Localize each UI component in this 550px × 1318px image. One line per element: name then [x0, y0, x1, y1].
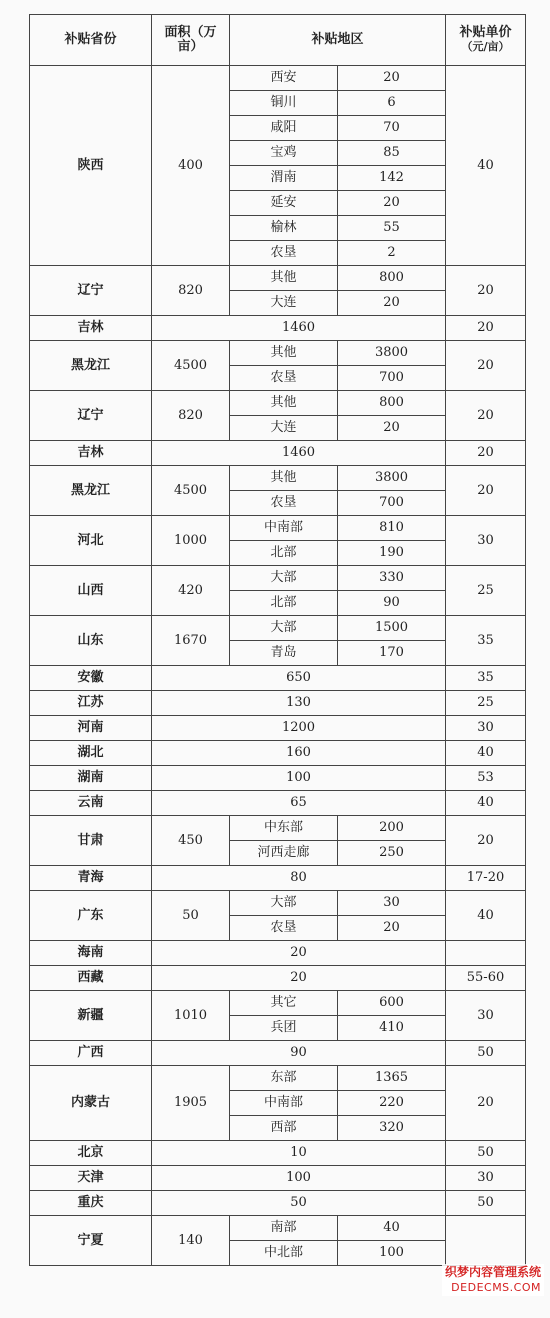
province-total: 10	[152, 1141, 446, 1166]
province-total: 650	[152, 666, 446, 691]
table-body	[30, 66, 526, 1266]
region-value: 142	[338, 166, 446, 191]
province-total: 1460	[152, 441, 446, 466]
unit-price: 40	[446, 891, 526, 941]
unit-price: 40	[446, 66, 526, 266]
region-value: 2	[338, 241, 446, 266]
region-name: 大连	[230, 291, 338, 316]
header-unit-line1: 补贴单价	[459, 25, 512, 40]
region-value: 410	[338, 1016, 446, 1041]
province-name: 广东	[30, 891, 152, 941]
unit-price: 35	[446, 666, 526, 691]
table-row	[30, 691, 526, 716]
unit-price: 20	[446, 1066, 526, 1141]
region-value: 330	[338, 566, 446, 591]
region-value: 800	[338, 266, 446, 291]
province-name: 湖南	[30, 766, 152, 791]
province-area: 400	[152, 66, 230, 266]
province-name: 辽宁	[30, 391, 152, 441]
province-name: 黑龙江	[30, 466, 152, 516]
region-name: 东部	[230, 1066, 338, 1091]
region-value: 20	[338, 916, 446, 941]
region-value: 600	[338, 991, 446, 1016]
region-name: 大部	[230, 566, 338, 591]
watermark-cn: 织梦内容管理系统	[444, 1265, 541, 1279]
unit-price: 20	[446, 391, 526, 441]
table-row	[30, 1041, 526, 1066]
province-name: 河南	[30, 716, 152, 741]
table-row	[30, 441, 526, 466]
region-name: 中东部	[230, 816, 338, 841]
header-region: 补贴地区	[230, 15, 446, 66]
region-name: 其他	[230, 266, 338, 291]
province-total: 100	[152, 1166, 446, 1191]
table-row	[30, 1166, 526, 1191]
province-name: 青海	[30, 866, 152, 891]
region-value: 20	[338, 66, 446, 91]
province-total: 20	[152, 941, 446, 966]
region-value: 3800	[338, 341, 446, 366]
province-name: 陕西	[30, 66, 152, 266]
region-name: 中北部	[230, 1241, 338, 1266]
province-total: 100	[152, 766, 446, 791]
header-area	[152, 15, 230, 66]
unit-price: 40	[446, 791, 526, 816]
region-name: 西部	[230, 1116, 338, 1141]
table-row	[30, 566, 526, 591]
region-name: 农垦	[230, 366, 338, 391]
table-row	[30, 766, 526, 791]
province-name: 云南	[30, 791, 152, 816]
unit-price: 50	[446, 1041, 526, 1066]
unit-price: 50	[446, 1141, 526, 1166]
table-row	[30, 991, 526, 1016]
province-name: 内蒙古	[30, 1066, 152, 1141]
region-name: 其他	[230, 466, 338, 491]
region-value: 700	[338, 491, 446, 516]
region-value: 170	[338, 641, 446, 666]
province-name: 广西	[30, 1041, 152, 1066]
unit-price: 40	[446, 741, 526, 766]
province-area: 1670	[152, 616, 230, 666]
unit-price	[446, 1216, 526, 1266]
region-value: 85	[338, 141, 446, 166]
province-name: 吉林	[30, 316, 152, 341]
unit-price: 55-60	[446, 966, 526, 991]
region-name: 其他	[230, 341, 338, 366]
province-total: 20	[152, 966, 446, 991]
region-value: 6	[338, 91, 446, 116]
province-area: 820	[152, 391, 230, 441]
province-name: 宁夏	[30, 1216, 152, 1266]
region-value: 1365	[338, 1066, 446, 1091]
watermark-en: DEDECMS.COM	[451, 1281, 541, 1294]
region-name: 北部	[230, 541, 338, 566]
region-value: 90	[338, 591, 446, 616]
province-name: 河北	[30, 516, 152, 566]
table-row	[30, 616, 526, 641]
region-name: 大部	[230, 616, 338, 641]
table-row	[30, 266, 526, 291]
region-name: 咸阳	[230, 116, 338, 141]
province-total: 1460	[152, 316, 446, 341]
unit-price: 30	[446, 716, 526, 741]
region-value: 810	[338, 516, 446, 541]
unit-price: 30	[446, 1166, 526, 1191]
region-name: 宝鸡	[230, 141, 338, 166]
province-name: 北京	[30, 1141, 152, 1166]
province-area: 1905	[152, 1066, 230, 1141]
region-value: 1500	[338, 616, 446, 641]
unit-price: 30	[446, 991, 526, 1041]
province-area: 4500	[152, 466, 230, 516]
unit-price	[446, 941, 526, 966]
unit-price: 25	[446, 566, 526, 616]
table-row	[30, 741, 526, 766]
unit-price: 30	[446, 516, 526, 566]
province-total: 160	[152, 741, 446, 766]
province-name: 江苏	[30, 691, 152, 716]
province-total: 50	[152, 1191, 446, 1216]
province-total: 65	[152, 791, 446, 816]
table-row	[30, 516, 526, 541]
region-name: 大连	[230, 416, 338, 441]
header-area-line2: 亩）	[177, 39, 204, 54]
region-value: 40	[338, 1216, 446, 1241]
province-name: 湖北	[30, 741, 152, 766]
table-header-row	[30, 15, 526, 66]
region-value: 20	[338, 291, 446, 316]
region-value: 20	[338, 191, 446, 216]
province-name: 新疆	[30, 991, 152, 1041]
unit-price: 20	[446, 266, 526, 316]
region-value: 30	[338, 891, 446, 916]
province-name: 甘肃	[30, 816, 152, 866]
province-name: 西藏	[30, 966, 152, 991]
province-area: 1000	[152, 516, 230, 566]
table-row	[30, 941, 526, 966]
region-name: 其它	[230, 991, 338, 1016]
region-name: 铜川	[230, 91, 338, 116]
table-row	[30, 816, 526, 841]
region-value: 320	[338, 1116, 446, 1141]
unit-price: 20	[446, 316, 526, 341]
region-name: 大部	[230, 891, 338, 916]
region-value: 55	[338, 216, 446, 241]
subsidy-table	[29, 14, 526, 1266]
region-name: 其他	[230, 391, 338, 416]
province-area: 820	[152, 266, 230, 316]
province-total: 130	[152, 691, 446, 716]
table-row	[30, 716, 526, 741]
unit-price: 17-20	[446, 866, 526, 891]
region-value: 800	[338, 391, 446, 416]
region-name: 青岛	[230, 641, 338, 666]
region-name: 延安	[230, 191, 338, 216]
province-total: 1200	[152, 716, 446, 741]
unit-price: 53	[446, 766, 526, 791]
region-value: 70	[338, 116, 446, 141]
province-name: 吉林	[30, 441, 152, 466]
watermark	[442, 1264, 544, 1296]
province-total: 90	[152, 1041, 446, 1066]
region-name: 渭南	[230, 166, 338, 191]
province-area: 1010	[152, 991, 230, 1041]
region-name: 南部	[230, 1216, 338, 1241]
region-name: 农垦	[230, 241, 338, 266]
region-value: 20	[338, 416, 446, 441]
table-row	[30, 966, 526, 991]
province-area: 4500	[152, 341, 230, 391]
region-name: 北部	[230, 591, 338, 616]
province-name: 重庆	[30, 1191, 152, 1216]
province-name: 海南	[30, 941, 152, 966]
unit-price: 50	[446, 1191, 526, 1216]
region-value: 100	[338, 1241, 446, 1266]
unit-price: 20	[446, 341, 526, 391]
region-value: 250	[338, 841, 446, 866]
region-value: 700	[338, 366, 446, 391]
region-name: 中南部	[230, 516, 338, 541]
region-name: 农垦	[230, 491, 338, 516]
table-row	[30, 391, 526, 416]
province-name: 黑龙江	[30, 341, 152, 391]
header-unit-price	[446, 15, 526, 66]
province-name: 天津	[30, 1166, 152, 1191]
province-name: 山东	[30, 616, 152, 666]
region-value: 190	[338, 541, 446, 566]
header-province: 补贴省份	[30, 15, 152, 66]
table-row	[30, 316, 526, 341]
header-area-line1: 面积（万	[164, 25, 217, 40]
header-unit-line2: （元/亩）	[461, 40, 510, 53]
table-row	[30, 341, 526, 366]
province-name: 辽宁	[30, 266, 152, 316]
unit-price: 20	[446, 441, 526, 466]
region-name: 兵团	[230, 1016, 338, 1041]
unit-price: 20	[446, 466, 526, 516]
table-row	[30, 891, 526, 916]
province-name: 山西	[30, 566, 152, 616]
table-row	[30, 66, 526, 91]
region-value: 220	[338, 1091, 446, 1116]
province-area: 420	[152, 566, 230, 616]
region-value: 200	[338, 816, 446, 841]
table-row	[30, 1141, 526, 1166]
table-row	[30, 1066, 526, 1091]
unit-price: 35	[446, 616, 526, 666]
unit-price: 20	[446, 816, 526, 866]
region-name: 榆林	[230, 216, 338, 241]
unit-price: 25	[446, 691, 526, 716]
region-name: 农垦	[230, 916, 338, 941]
region-name: 西安	[230, 66, 338, 91]
province-area: 450	[152, 816, 230, 866]
province-name: 安徽	[30, 666, 152, 691]
region-name: 中南部	[230, 1091, 338, 1116]
province-total: 80	[152, 866, 446, 891]
table-row	[30, 1191, 526, 1216]
province-area: 50	[152, 891, 230, 941]
region-name: 河西走廊	[230, 841, 338, 866]
table-row	[30, 466, 526, 491]
province-area: 140	[152, 1216, 230, 1266]
region-value: 3800	[338, 466, 446, 491]
table-row	[30, 1216, 526, 1241]
table-row	[30, 791, 526, 816]
table-row	[30, 866, 526, 891]
table-row	[30, 666, 526, 691]
